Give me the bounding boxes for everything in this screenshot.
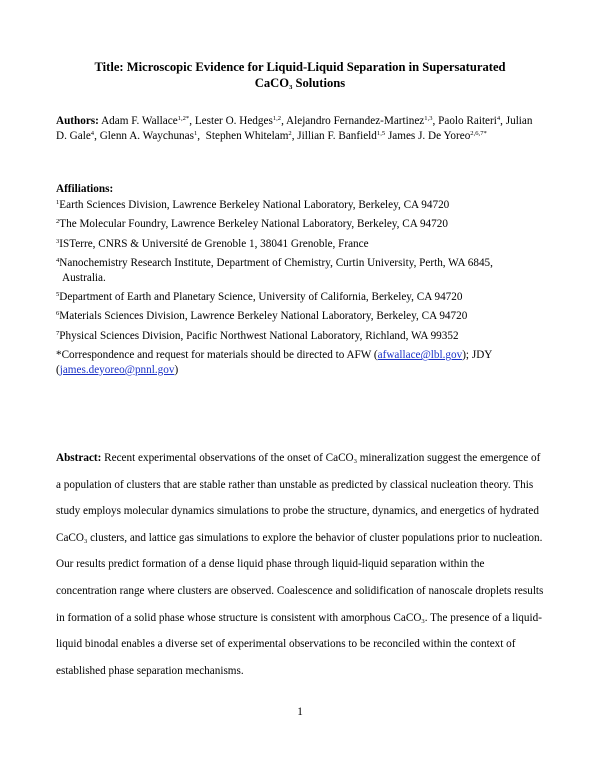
affiliation-text: Nanochemistry Research Institute, Department of Chemistry, Curtin University, Perth, WA 6845,	[59, 257, 493, 270]
affiliation-number: 3	[56, 237, 60, 245]
author-separator: ,	[291, 129, 298, 142]
affiliation-number: 4	[56, 257, 60, 265]
author-name: Adam F. Wallace	[101, 115, 178, 127]
affiliation-item	[56, 198, 546, 212]
affiliation-text: Department of Earth and Planetary Science, University of California, Berkeley, CA 94720	[59, 291, 463, 304]
author-affiliation-mark: 1,3	[424, 115, 433, 122]
affiliation-text: The Molecular Foundry, Lawrence Berkeley National Laboratory, Berkeley, CA 94720	[59, 218, 448, 231]
abstract-text-1: Recent experimental observations of the onset of CaCO	[101, 452, 354, 464]
correspondence-mid: ); JDY	[462, 349, 493, 362]
abstract-text-4: . The presence of a liquid-liquid binodal enables a diverse set of experimental observations to be reconciled within the context of established phase separation mechanisms.	[56, 611, 542, 677]
abstract-text-2: mineralization suggest the emergence of a population of clusters that are stable rather than unstable as predicted by classical nucleation theory. This study employs molecular dynamics simulations to probe the structure, dynamics, and energetics of hydrated CaCO	[56, 452, 541, 544]
author-name: Paolo Raiteri	[438, 115, 497, 127]
affiliation-item	[56, 309, 546, 323]
author-separator: ,	[189, 115, 195, 127]
author-separator: ,	[94, 129, 100, 142]
affiliations-list	[56, 198, 546, 377]
abstract-subscript-1: 3	[353, 458, 357, 465]
correspondence-text: *Correspondence and request for materials should be directed to AFW (	[56, 349, 378, 362]
title-line-2	[60, 76, 540, 92]
author-name: Julian D. Gale	[56, 115, 533, 142]
affiliation-text: ISTerre, CNRS & Université de Grenoble 1, 38041 Grenoble, France	[59, 237, 369, 250]
author-separator: ,	[432, 115, 439, 127]
author-name: James J. De Yoreo	[387, 129, 471, 142]
author-list	[56, 114, 544, 143]
affiliation-number: 2	[56, 218, 60, 226]
affiliation-item	[56, 237, 546, 251]
correspondence-note	[56, 348, 546, 377]
email-link-jdy[interactable]: james.deyoreo@pnnl.gov	[59, 363, 175, 376]
author-affiliation-mark: 4	[496, 115, 501, 122]
correspondence-open: (	[56, 363, 60, 376]
page-number: 1	[297, 706, 303, 718]
author-affiliation-mark: 1,2*	[177, 115, 190, 122]
author-affiliation-mark: 1,5	[376, 129, 386, 137]
abstract-subscript-2: 3	[83, 537, 88, 545]
author-name: Jillian F. Banfield	[297, 129, 377, 142]
author-affiliation-mark: 1,2	[272, 115, 282, 122]
affiliation-item	[56, 290, 546, 304]
affiliation-number: 7	[56, 329, 60, 337]
author-separator: ,	[281, 115, 287, 127]
affiliation-item	[56, 256, 546, 285]
author-separator: ,	[197, 129, 206, 142]
author-name: Stephen Whitelam	[205, 129, 289, 142]
affiliation-number: 1	[56, 199, 60, 206]
affiliation-text: Earth Sciences Division, Lawrence Berkeley National Laboratory, Berkeley, CA 94720	[59, 199, 450, 211]
paper-title	[60, 60, 540, 91]
author-name: Glenn A. Waychunas	[99, 129, 194, 142]
title-suffix: Solutions	[292, 75, 346, 90]
affiliation-text: Materials Sciences Division, Lawrence Berkeley National Laboratory, Berkeley, CA 94720	[59, 310, 468, 323]
title-line-1: Title: Microscopic Evidence for Liquid-Liquid Separation in Supersaturated	[94, 60, 506, 74]
author-affiliation-mark: 4	[90, 129, 95, 137]
affiliation-item	[56, 217, 546, 231]
affiliations-heading: Affiliations:	[56, 183, 114, 195]
correspondence-close: )	[174, 363, 179, 376]
abstract-text-3: clusters, and lattice gas simulations to explore the behavior of cluster populations prior to nucleation. Our results predict formation of a dense liquid phase through liquid-liquid separation within the concentration range where clusters are observed. Coalescence and solidification of nanoscale droplets results in formation of a solid phase whose structure is consistent with amorphous CaCO	[56, 531, 544, 624]
email-link-afw[interactable]: afwallace@lbl.gov	[377, 349, 463, 362]
author-affiliation-mark: 2,6,7*	[470, 129, 487, 137]
author-affiliation-mark: 2	[288, 129, 292, 137]
affiliation-number: 5	[56, 291, 60, 299]
affiliation-text: Physical Sciences Division, Pacific Northwest National Laboratory, Richland, WA 99352	[59, 329, 459, 342]
abstract-label: Abstract:	[56, 452, 102, 464]
abstract-subscript-3: 3	[421, 617, 425, 625]
title-formula: CaCO	[254, 75, 290, 90]
affiliation-continuation: Australia.	[62, 271, 106, 284]
abstract-paragraph	[56, 445, 546, 684]
title-subscript: 3	[289, 83, 293, 91]
authors-label: Authors:	[56, 115, 99, 127]
author-names	[56, 115, 532, 142]
author-name: Alejandro Fernandez-Martinez	[286, 115, 425, 127]
affiliation-item	[56, 329, 546, 343]
author-separator: ,	[500, 115, 506, 127]
author-affiliation-mark: 1	[193, 129, 198, 137]
affiliation-number: 6	[56, 310, 60, 318]
author-name: Lester O. Hedges	[194, 115, 273, 127]
